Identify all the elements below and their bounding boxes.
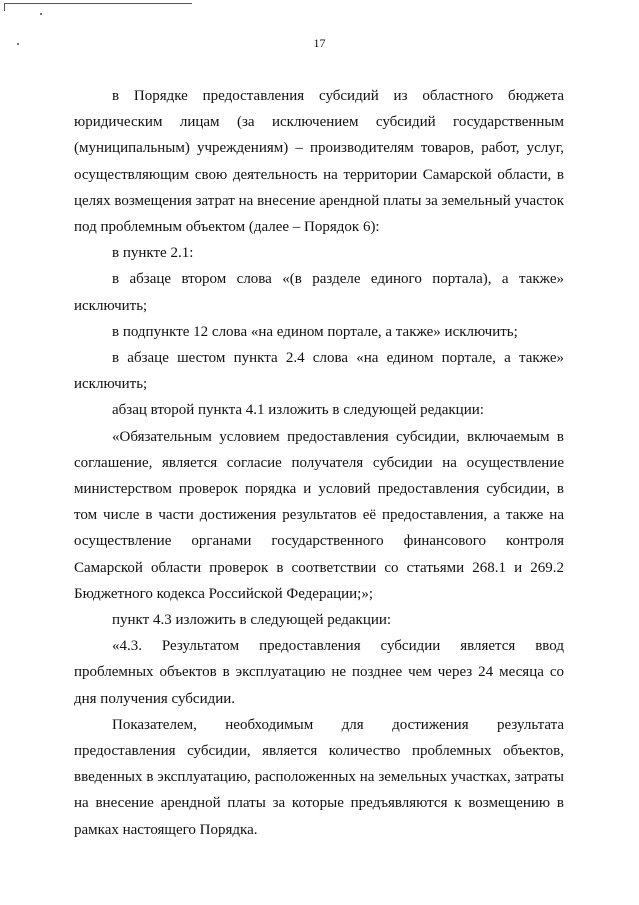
- paragraph-point-2-1: в пункте 2.1:: [112, 245, 194, 262]
- paragraph-abzats-shestoy: в абзаце шестом пункта 2.4 слова «на едином портале, а также» исключить;: [74, 350, 564, 393]
- document-body: [74, 83, 564, 843]
- paragraph-indicator: Показателем, необходимым для достижения результата предоставления субсидии, является количество проблемных объектов, введенных в эксплуатацию, расположенных на земельных участках, затраты на внесение арендной платы за которые предъявляются к возмещению в рамках настоящего Порядка.: [74, 716, 564, 838]
- paragraph-point-4-3-heading: пункт 4.3 изложить в следующей редакции:: [112, 612, 392, 629]
- paragraph-order-6-intro: в Порядке предоставления субсидий из областного бюджета юридическим лицам (за исключением субсидий государственным (муниципальным) учреждениям) – производителям товаров, работ, услуг, осуществляющим свою деятельность на территории Самарской области, в целях возмещения затрат на внесение арендной платы за земельный участок под проблемным объектом (далее – Порядок 6):: [74, 88, 564, 236]
- paragraph-point-4-1-text: «Обязательным условием предоставления субсидии, включаемым в соглашение, является согласие получателя субсидии на осуществление министерством проверок порядка и условий предоставления субсидии, в том числе в части достижения результатов её предоставления, а также на осуществление органами государственного финансового контроля Самарской области проверок в соответствии со статьями 268.1 и 269.2 Бюджетного кодекса Российской Федерации;»;: [74, 428, 564, 602]
- paragraph-point-4-1-heading: абзац второй пункта 4.1 изложить в следующей редакции:: [112, 402, 484, 419]
- scan-speck: [40, 13, 42, 15]
- scan-border-mark: [4, 3, 192, 4]
- paragraph-abzats-vtoroy: в абзаце втором слова «(в разделе единого портала), а также» исключить;: [74, 271, 564, 314]
- paragraph-podpunkt-12: в подпункте 12 слова «на едином портале, а также» исключить;: [112, 323, 518, 340]
- page-number: 17: [313, 36, 326, 50]
- paragraph-point-4-3-result: «4.3. Результатом предоставления субсидии является ввод проблемных объектов в эксплуатацию не позднее чем через 24 месяца со дня получения субсидии.: [74, 638, 564, 707]
- scan-border-mark-vertical: [4, 3, 5, 11]
